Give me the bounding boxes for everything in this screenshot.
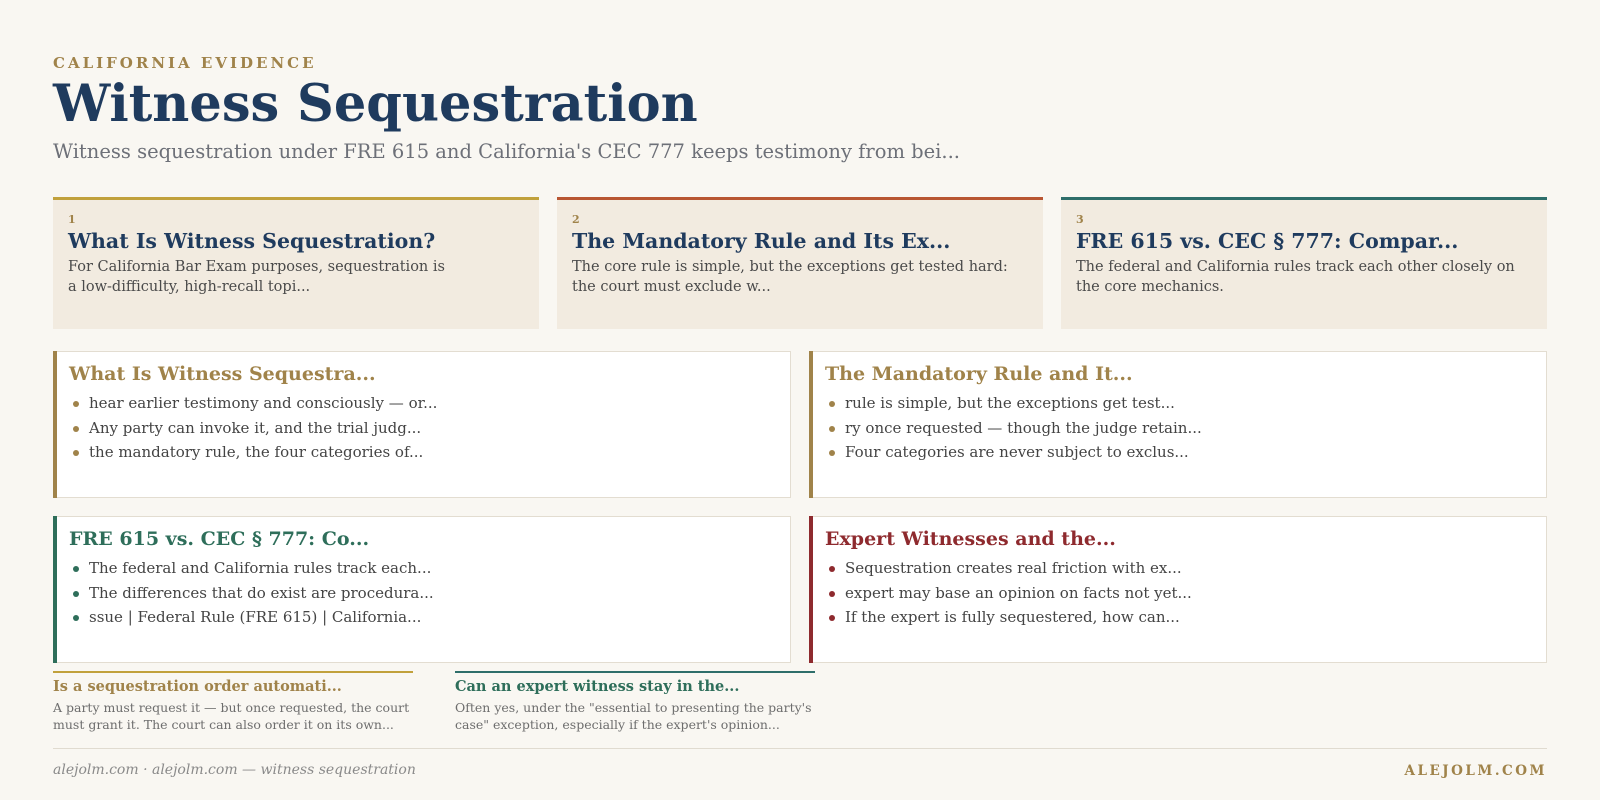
detail-card-fre-vs-cec[interactable] <box>53 516 791 663</box>
faq-answer: A party must request it — but once requested, the court must grant it. The court can also order it on its own... <box>53 700 410 732</box>
card-title: FRE 615 vs. CEC § 777: Compar... <box>1076 229 1459 253</box>
bullet-item: the mandatory rule, the four categories of... <box>69 440 775 465</box>
bullet-icon <box>829 566 835 572</box>
infographic-page <box>53 0 1547 800</box>
detail-card-title: What Is Witness Sequestra... <box>69 363 376 385</box>
card-text: The core rule is simple, but the exceptions get tested hard: the court must exclude w... <box>572 259 1008 295</box>
faq-item[interactable] <box>455 671 815 733</box>
card-number: 2 <box>572 213 580 226</box>
detail-card-title: Expert Witnesses and the... <box>825 528 1116 550</box>
card-text: The federal and California rules track each other closely on the core mechanics. <box>1076 259 1515 295</box>
footer-credit: alejolm.com · alejolm.com — witness sequestration <box>53 762 416 778</box>
bullet-item: If the expert is fully sequestered, how can... <box>825 605 1531 630</box>
bullet-item: rule is simple, but the exceptions get test... <box>825 391 1531 416</box>
summary-card-1[interactable] <box>53 197 539 329</box>
bullet-icon <box>829 450 835 456</box>
bullet-list <box>69 556 775 630</box>
footer-divider <box>53 748 1547 749</box>
detail-card-what-is[interactable] <box>53 351 791 498</box>
bullet-item: expert may base an opinion on facts not yet... <box>825 581 1531 606</box>
bullet-item: The differences that do exist are procedura... <box>69 581 775 606</box>
bullet-item: The federal and California rules track each... <box>69 556 775 581</box>
detail-card-expert-witnesses[interactable] <box>809 516 1547 663</box>
bullet-icon <box>73 591 79 597</box>
bullet-item: ssue | Federal Rule (FRE 615) | California... <box>69 605 775 630</box>
faq-answer: Often yes, under the "essential to presenting the party's case" exception, especially if the expert's opinion... <box>455 700 812 732</box>
bullet-icon <box>73 450 79 456</box>
bullet-item: Four categories are never subject to exclus... <box>825 440 1531 465</box>
detail-card-title: The Mandatory Rule and It... <box>825 363 1133 385</box>
bullet-list <box>69 391 775 465</box>
bullet-item: hear earlier testimony and consciously — or... <box>69 391 775 416</box>
bullet-icon <box>829 615 835 621</box>
bullet-item: Any party can invoke it, and the trial judg... <box>69 416 775 441</box>
faq-question: Is a sequestration order automati... <box>53 678 342 695</box>
faq-section <box>53 671 815 733</box>
bullet-icon <box>829 591 835 597</box>
detail-card-title: FRE 615 vs. CEC § 777: Co... <box>69 528 370 550</box>
detail-cards <box>53 351 1547 663</box>
footer-brand-link[interactable]: ALEJOLM.COM <box>1404 763 1547 779</box>
page-title: Witness Sequestration <box>53 74 698 134</box>
bullet-icon <box>73 566 79 572</box>
page-subtitle: Witness sequestration under FRE 615 and California's CEC 777 keeps testimony from bei... <box>53 140 961 163</box>
faq-question: Can an expert witness stay in the... <box>455 678 740 695</box>
bullet-icon <box>73 426 79 432</box>
bullet-icon <box>829 426 835 432</box>
faq-item[interactable] <box>53 671 413 733</box>
bullet-icon <box>73 615 79 621</box>
detail-card-mandatory-rule[interactable] <box>809 351 1547 498</box>
eyebrow-label: CALIFORNIA EVIDENCE <box>53 54 317 72</box>
card-number: 3 <box>1076 213 1084 226</box>
bullet-icon <box>73 401 79 407</box>
bullet-item: Sequestration creates real friction with ex... <box>825 556 1531 581</box>
card-number: 1 <box>68 213 76 226</box>
bullet-icon <box>829 401 835 407</box>
card-title: The Mandatory Rule and Its Ex... <box>572 229 951 253</box>
card-text: For California Bar Exam purposes, sequestration is a low-difficulty, high-recall topi... <box>68 259 445 295</box>
bullet-list <box>825 556 1531 630</box>
bullet-list <box>825 391 1531 465</box>
summary-card-2[interactable] <box>557 197 1043 329</box>
summary-card-3[interactable] <box>1061 197 1547 329</box>
card-title: What Is Witness Sequestration? <box>68 229 436 253</box>
summary-cards <box>53 197 1547 329</box>
bullet-item: ry once requested — though the judge retain... <box>825 416 1531 441</box>
